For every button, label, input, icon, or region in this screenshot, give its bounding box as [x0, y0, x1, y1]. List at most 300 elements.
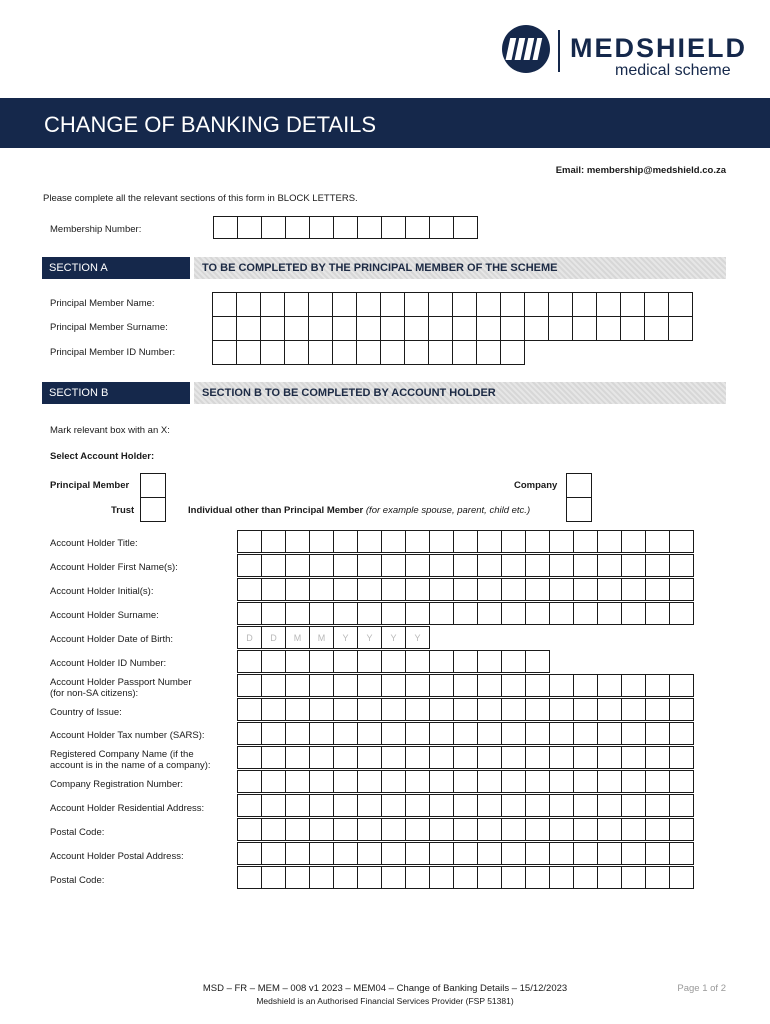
input-box[interactable] [645, 770, 670, 793]
input-box[interactable] [333, 842, 358, 865]
dob-boxes[interactable] [237, 626, 429, 649]
principal-surname-boxes[interactable] [212, 316, 692, 341]
input-box[interactable] [573, 746, 598, 769]
input-box[interactable] [285, 554, 310, 577]
input-box[interactable] [621, 674, 646, 697]
input-box[interactable] [237, 530, 262, 553]
input-box[interactable] [333, 770, 358, 793]
principal-id-boxes[interactable] [212, 340, 524, 365]
input-box[interactable] [549, 818, 574, 841]
postal-code-1-boxes[interactable] [237, 818, 693, 841]
tax-boxes[interactable] [237, 722, 693, 745]
input-box[interactable] [261, 650, 286, 673]
input-box[interactable] [501, 674, 526, 697]
input-box[interactable] [453, 746, 478, 769]
input-box[interactable] [309, 216, 334, 239]
input-box[interactable] [428, 340, 453, 365]
input-box[interactable] [573, 866, 598, 889]
input-box[interactable] [549, 866, 574, 889]
input-box[interactable] [333, 698, 358, 721]
input-box[interactable] [669, 674, 694, 697]
input-box[interactable] [429, 650, 454, 673]
input-box[interactable] [549, 698, 574, 721]
input-box[interactable] [381, 554, 406, 577]
input-box[interactable] [261, 698, 286, 721]
input-box[interactable] [213, 216, 238, 239]
input-box[interactable] [381, 866, 406, 889]
input-box[interactable] [500, 292, 525, 317]
input-box[interactable] [285, 818, 310, 841]
input-box[interactable] [381, 216, 406, 239]
input-box[interactable] [381, 842, 406, 865]
input-box[interactable] [237, 746, 262, 769]
input-box[interactable] [525, 674, 550, 697]
input-box[interactable] [644, 316, 669, 341]
input-box[interactable] [309, 842, 334, 865]
input-box[interactable] [525, 842, 550, 865]
input-box[interactable] [333, 530, 358, 553]
input-box[interactable] [596, 292, 621, 317]
input-box[interactable] [500, 316, 525, 341]
input-box[interactable] [357, 698, 382, 721]
input-box[interactable] [549, 722, 574, 745]
input-box[interactable] [357, 578, 382, 601]
input-box[interactable] [645, 554, 670, 577]
input-box[interactable] [524, 292, 549, 317]
input-box[interactable] [621, 698, 646, 721]
input-box[interactable] [477, 770, 502, 793]
input-box[interactable] [429, 794, 454, 817]
input-box[interactable] [477, 602, 502, 625]
input-box[interactable] [357, 794, 382, 817]
input-box[interactable] [645, 530, 670, 553]
input-box[interactable] [285, 842, 310, 865]
input-box[interactable] [237, 554, 262, 577]
input-box[interactable] [260, 292, 285, 317]
input-box[interactable] [237, 216, 262, 239]
input-box[interactable] [261, 722, 286, 745]
input-box[interactable] [429, 770, 454, 793]
input-box[interactable] [669, 554, 694, 577]
input-box[interactable] [404, 316, 429, 341]
input-box[interactable] [333, 650, 358, 673]
option-principal-checkbox[interactable] [140, 473, 166, 498]
input-box[interactable] [597, 818, 622, 841]
input-box[interactable] [597, 770, 622, 793]
input-box[interactable] [477, 698, 502, 721]
input-box[interactable] [357, 722, 382, 745]
input-box[interactable] [261, 674, 286, 697]
input-box[interactable] [621, 818, 646, 841]
input-box[interactable] [501, 650, 526, 673]
input-box[interactable] [645, 866, 670, 889]
id-number-boxes[interactable] [237, 650, 549, 673]
input-box[interactable] [501, 578, 526, 601]
input-box[interactable] [501, 866, 526, 889]
input-box[interactable] [212, 340, 237, 365]
surname-boxes[interactable] [237, 602, 693, 625]
input-box[interactable] [357, 530, 382, 553]
input-box[interactable] [525, 530, 550, 553]
input-box[interactable] [549, 530, 574, 553]
input-box[interactable] [309, 698, 334, 721]
input-box[interactable] [549, 746, 574, 769]
input-box[interactable] [429, 722, 454, 745]
input-box[interactable] [668, 316, 693, 341]
input-box[interactable]: Y [405, 626, 430, 649]
input-box[interactable] [261, 866, 286, 889]
input-box[interactable] [333, 746, 358, 769]
input-box[interactable] [501, 698, 526, 721]
input-box[interactable] [405, 722, 430, 745]
input-box[interactable] [669, 866, 694, 889]
input-box[interactable] [308, 316, 333, 341]
input-box[interactable] [381, 530, 406, 553]
input-box[interactable] [212, 292, 237, 317]
input-box[interactable] [645, 794, 670, 817]
input-box[interactable] [621, 578, 646, 601]
input-box[interactable] [357, 554, 382, 577]
input-box[interactable] [285, 770, 310, 793]
input-box[interactable] [453, 770, 478, 793]
input-box[interactable] [261, 818, 286, 841]
input-box[interactable] [477, 650, 502, 673]
input-box[interactable] [476, 316, 501, 341]
input-box[interactable] [309, 602, 334, 625]
input-box[interactable] [405, 746, 430, 769]
input-box[interactable] [381, 650, 406, 673]
input-box[interactable] [573, 818, 598, 841]
input-box[interactable] [405, 818, 430, 841]
input-box[interactable] [405, 602, 430, 625]
input-box[interactable] [405, 698, 430, 721]
input-box[interactable] [261, 746, 286, 769]
input-box[interactable] [525, 794, 550, 817]
input-box[interactable] [261, 794, 286, 817]
input-box[interactable] [597, 698, 622, 721]
input-box[interactable] [356, 292, 381, 317]
input-box[interactable] [285, 866, 310, 889]
input-box[interactable] [285, 674, 310, 697]
input-box[interactable] [309, 650, 334, 673]
input-box[interactable] [357, 650, 382, 673]
input-box[interactable] [237, 722, 262, 745]
input-box[interactable] [429, 698, 454, 721]
input-box[interactable] [476, 340, 501, 365]
input-box[interactable] [501, 746, 526, 769]
input-box[interactable] [573, 674, 598, 697]
input-box[interactable] [428, 316, 453, 341]
input-box[interactable] [645, 698, 670, 721]
input-box[interactable] [524, 316, 549, 341]
input-box[interactable] [284, 316, 309, 341]
input-box[interactable] [669, 842, 694, 865]
input-box[interactable] [429, 578, 454, 601]
input-box[interactable] [453, 650, 478, 673]
country-boxes[interactable] [237, 698, 693, 721]
input-box[interactable] [573, 554, 598, 577]
input-box[interactable] [237, 818, 262, 841]
input-box[interactable] [645, 578, 670, 601]
input-box[interactable] [669, 770, 694, 793]
input-box[interactable] [572, 316, 597, 341]
input-box[interactable] [357, 674, 382, 697]
postal-code-2-boxes[interactable] [237, 866, 693, 889]
input-box[interactable] [453, 216, 478, 239]
input-box[interactable] [356, 316, 381, 341]
input-box[interactable] [381, 770, 406, 793]
input-box[interactable]: D [261, 626, 286, 649]
input-box[interactable] [333, 578, 358, 601]
input-box[interactable] [477, 746, 502, 769]
input-box[interactable]: D [237, 626, 262, 649]
input-box[interactable] [669, 818, 694, 841]
input-box[interactable] [572, 292, 597, 317]
input-box[interactable] [333, 866, 358, 889]
input-box[interactable] [477, 554, 502, 577]
input-box[interactable] [284, 340, 309, 365]
input-box[interactable]: M [285, 626, 310, 649]
input-box[interactable] [236, 316, 261, 341]
input-box[interactable] [621, 842, 646, 865]
input-box[interactable] [453, 866, 478, 889]
input-box[interactable] [285, 578, 310, 601]
initials-boxes[interactable] [237, 578, 693, 601]
input-box[interactable]: Y [381, 626, 406, 649]
input-box[interactable] [405, 770, 430, 793]
input-box[interactable] [453, 794, 478, 817]
company-reg-boxes[interactable] [237, 770, 693, 793]
option-trust-checkbox[interactable] [140, 497, 166, 522]
input-box[interactable] [429, 746, 454, 769]
input-box[interactable] [285, 602, 310, 625]
input-box[interactable] [453, 674, 478, 697]
input-box[interactable] [405, 842, 430, 865]
input-box[interactable] [621, 746, 646, 769]
input-box[interactable] [669, 746, 694, 769]
input-box[interactable] [405, 650, 430, 673]
input-box[interactable] [236, 340, 261, 365]
input-box[interactable] [285, 722, 310, 745]
input-box[interactable] [357, 770, 382, 793]
input-box[interactable] [404, 340, 429, 365]
input-box[interactable] [308, 340, 333, 365]
input-box[interactable] [237, 698, 262, 721]
input-box[interactable] [597, 602, 622, 625]
residential-boxes[interactable] [237, 794, 693, 817]
input-box[interactable] [333, 722, 358, 745]
input-box[interactable] [429, 818, 454, 841]
input-box[interactable] [285, 794, 310, 817]
input-box[interactable] [453, 842, 478, 865]
input-box[interactable] [573, 722, 598, 745]
option-individual-checkbox[interactable] [566, 497, 592, 522]
input-box[interactable] [309, 794, 334, 817]
input-box[interactable] [285, 650, 310, 673]
input-box[interactable] [381, 818, 406, 841]
input-box[interactable] [597, 578, 622, 601]
input-box[interactable] [669, 578, 694, 601]
input-box[interactable] [501, 554, 526, 577]
input-box[interactable] [645, 674, 670, 697]
company-boxes[interactable] [237, 746, 693, 769]
input-box[interactable] [405, 578, 430, 601]
input-box[interactable] [380, 316, 405, 341]
input-box[interactable] [356, 340, 381, 365]
input-box[interactable] [237, 602, 262, 625]
postal-address-boxes[interactable] [237, 842, 693, 865]
input-box[interactable] [261, 554, 286, 577]
input-box[interactable] [453, 602, 478, 625]
input-box[interactable] [429, 674, 454, 697]
input-box[interactable] [525, 818, 550, 841]
passport-boxes[interactable] [237, 674, 693, 697]
input-box[interactable] [525, 866, 550, 889]
input-box[interactable] [549, 578, 574, 601]
input-box[interactable] [525, 650, 550, 673]
input-box[interactable] [501, 722, 526, 745]
input-box[interactable] [237, 578, 262, 601]
input-box[interactable] [260, 340, 285, 365]
input-box[interactable] [333, 818, 358, 841]
input-box[interactable] [333, 602, 358, 625]
input-box[interactable]: Y [333, 626, 358, 649]
input-box[interactable] [309, 578, 334, 601]
input-box[interactable] [452, 340, 477, 365]
input-box[interactable] [285, 216, 310, 239]
input-box[interactable] [237, 866, 262, 889]
input-box[interactable] [669, 602, 694, 625]
input-box[interactable] [596, 316, 621, 341]
input-box[interactable] [309, 770, 334, 793]
input-box[interactable] [261, 770, 286, 793]
input-box[interactable] [573, 770, 598, 793]
input-box[interactable] [357, 216, 382, 239]
input-box[interactable] [357, 866, 382, 889]
input-box[interactable] [428, 292, 453, 317]
first-names-boxes[interactable] [237, 554, 693, 577]
input-box[interactable] [573, 602, 598, 625]
input-box[interactable] [453, 818, 478, 841]
input-box[interactable] [333, 216, 358, 239]
input-box[interactable] [404, 292, 429, 317]
input-box[interactable] [237, 794, 262, 817]
input-box[interactable] [237, 842, 262, 865]
input-box[interactable] [525, 602, 550, 625]
input-box[interactable] [380, 292, 405, 317]
input-box[interactable] [597, 530, 622, 553]
input-box[interactable] [549, 674, 574, 697]
input-box[interactable] [309, 818, 334, 841]
input-box[interactable] [501, 602, 526, 625]
input-box[interactable] [597, 794, 622, 817]
input-box[interactable] [452, 292, 477, 317]
input-box[interactable] [309, 722, 334, 745]
input-box[interactable] [405, 866, 430, 889]
input-box[interactable] [477, 842, 502, 865]
input-box[interactable] [261, 842, 286, 865]
input-box[interactable] [573, 530, 598, 553]
input-box[interactable] [645, 746, 670, 769]
input-box[interactable] [381, 698, 406, 721]
input-box[interactable] [453, 554, 478, 577]
input-box[interactable] [453, 578, 478, 601]
input-box[interactable] [381, 578, 406, 601]
input-box[interactable] [380, 340, 405, 365]
input-box[interactable] [549, 554, 574, 577]
input-box[interactable] [477, 818, 502, 841]
input-box[interactable] [285, 530, 310, 553]
input-box[interactable] [261, 216, 286, 239]
input-box[interactable] [284, 292, 309, 317]
input-box[interactable] [405, 216, 430, 239]
input-box[interactable] [452, 316, 477, 341]
input-box[interactable] [573, 794, 598, 817]
input-box[interactable] [477, 578, 502, 601]
input-box[interactable] [237, 650, 262, 673]
input-box[interactable] [620, 292, 645, 317]
membership-number-boxes[interactable] [213, 216, 477, 239]
input-box[interactable] [501, 530, 526, 553]
input-box[interactable] [669, 722, 694, 745]
input-box[interactable] [236, 292, 261, 317]
input-box[interactable] [597, 722, 622, 745]
input-box[interactable] [237, 770, 262, 793]
input-box[interactable] [429, 602, 454, 625]
input-box[interactable] [597, 746, 622, 769]
input-box[interactable] [333, 554, 358, 577]
input-box[interactable] [332, 292, 357, 317]
input-box[interactable] [381, 674, 406, 697]
input-box[interactable] [549, 770, 574, 793]
input-box[interactable] [597, 842, 622, 865]
input-box[interactable] [549, 794, 574, 817]
input-box[interactable] [261, 602, 286, 625]
input-box[interactable] [285, 746, 310, 769]
input-box[interactable] [212, 316, 237, 341]
input-box[interactable] [645, 818, 670, 841]
input-box[interactable] [620, 316, 645, 341]
input-box[interactable] [381, 722, 406, 745]
input-box[interactable] [381, 602, 406, 625]
input-box[interactable] [405, 674, 430, 697]
input-box[interactable] [357, 602, 382, 625]
input-box[interactable] [309, 746, 334, 769]
input-box[interactable] [357, 746, 382, 769]
input-box[interactable] [381, 794, 406, 817]
input-box[interactable] [645, 722, 670, 745]
input-box[interactable] [309, 530, 334, 553]
input-box[interactable] [357, 818, 382, 841]
input-box[interactable] [477, 722, 502, 745]
input-box[interactable] [429, 842, 454, 865]
input-box[interactable] [501, 818, 526, 841]
input-box[interactable] [597, 674, 622, 697]
input-box[interactable] [453, 530, 478, 553]
input-box[interactable] [333, 794, 358, 817]
input-box[interactable] [549, 602, 574, 625]
input-box[interactable] [573, 578, 598, 601]
input-box[interactable] [429, 554, 454, 577]
input-box[interactable] [500, 340, 525, 365]
input-box[interactable] [477, 794, 502, 817]
input-box[interactable] [597, 866, 622, 889]
input-box[interactable] [525, 578, 550, 601]
input-box[interactable] [453, 698, 478, 721]
input-box[interactable] [669, 530, 694, 553]
input-box[interactable] [477, 866, 502, 889]
input-box[interactable] [332, 316, 357, 341]
